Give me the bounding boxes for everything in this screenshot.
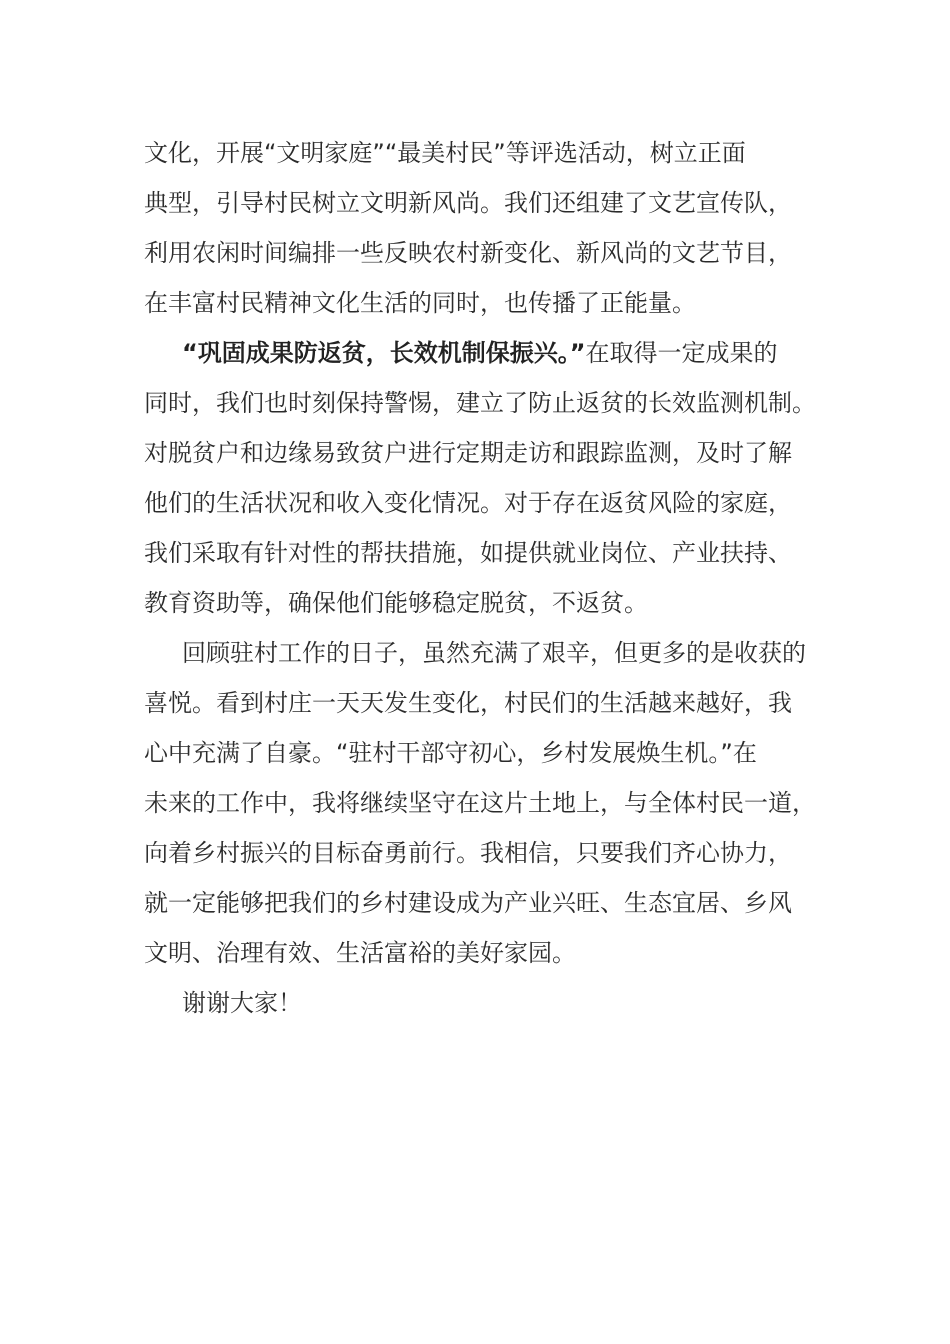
text-line: 利用农闲时间编排一些反映农村新变化、新风尚的文艺节目， (144, 239, 792, 267)
body-text (144, 128, 824, 1028)
text-line: 典型，引导村民树立文明新风尚。我们还组建了文艺宣传队， (144, 189, 792, 217)
text-line: 同时，我们也时刻保持警惕，建立了防止返贫的长效监测机制。 (144, 389, 816, 417)
text-line: 喜悦。看到村庄一天天发生变化，村民们的生活越来越好，我 (144, 689, 792, 717)
text-line: 未来的工作中，我将继续坚守在这片土地上，与全体村民一道， (144, 789, 816, 817)
text-line: 文化，开展“文明家庭”“最美村民”等评选活动，树立正面 (144, 139, 746, 167)
text-line: 在丰富村民精神文化生活的同时，也传播了正能量。 (144, 289, 696, 317)
text-line: 他们的生活状况和收入变化情况。对于存在返贫风险的家庭， (144, 489, 792, 517)
paragraph-anti-poverty (144, 328, 824, 628)
paragraph-culture (144, 128, 824, 328)
text-line: 我们采取有针对性的帮扶措施，如提供就业岗位、产业扶持、 (144, 539, 792, 567)
text-line (144, 328, 824, 378)
text-line: 文明、治理有效、生活富裕的美好家园。 (144, 939, 576, 967)
text-line: 心中充满了自豪。“驻村干部守初心，乡村发展焕生机。”在 (144, 739, 757, 767)
text-line: 就一定能够把我们的乡村建设成为产业兴旺、生态宜居、乡风 (144, 889, 792, 917)
paragraph-heading: “巩固成果防返贫，长效机制保振兴。” (182, 339, 586, 367)
text-line: 向着乡村振兴的目标奋勇前行。我相信，只要我们齐心协力， (144, 839, 792, 867)
closing-line: 谢谢大家！ (182, 989, 302, 1017)
text-line: 回顾驻村工作的日子，虽然充满了艰辛，但更多的是收获的 (182, 639, 806, 667)
text-line: 对脱贫户和边缘易致贫户进行定期走访和跟踪监测，及时了解 (144, 439, 792, 467)
text-line: 教育资助等，确保他们能够稳定脱贫，不返贫。 (144, 589, 648, 617)
paragraph-reflection (144, 628, 824, 978)
paragraph-closing (144, 978, 824, 1028)
text-run: 在取得一定成果的 (585, 339, 778, 367)
